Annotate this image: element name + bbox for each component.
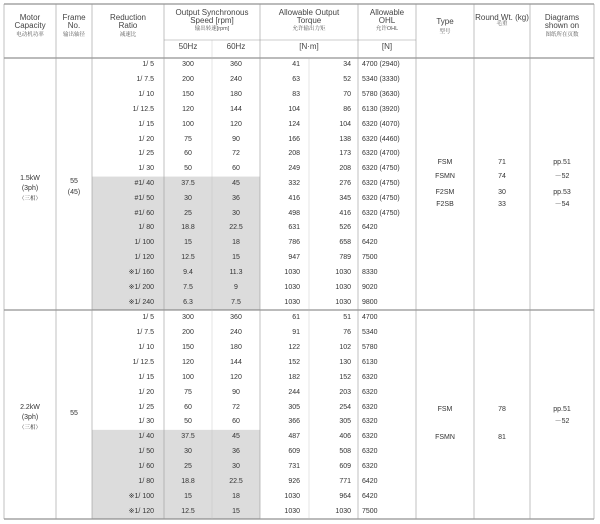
speed-60hz-cell: 90 [232, 388, 240, 396]
ohl-cell: 4700 (2940) [362, 61, 400, 69]
torque-60hz-cell: 70 [343, 91, 351, 99]
speed-60hz-cell: 15 [232, 254, 240, 262]
torque-60hz-cell: 1030 [335, 268, 351, 276]
speed-50hz-cell: 50 [184, 165, 192, 173]
ratio-cell: 1/ 15 [138, 120, 154, 128]
torque-60hz-cell: 34 [343, 61, 351, 69]
speed-60hz-cell: 18 [232, 492, 240, 500]
torque-60hz-cell: 609 [339, 463, 351, 470]
header-50hz: 50Hz [178, 42, 198, 51]
torque-60hz-cell: 276 [339, 180, 351, 187]
speed-60hz-cell: 36 [232, 448, 240, 456]
torque-50hz-cell: 609 [288, 448, 300, 456]
speed-60hz-cell: 18 [232, 239, 240, 247]
ratio-cell: 1/ 12.5 [132, 105, 154, 113]
header-type: Type 型号 [436, 17, 454, 36]
speed-50hz-cell: 60 [184, 403, 192, 411]
frame-no-2: 55 [70, 410, 78, 417]
header-round-wt: Round Wt. (kg) 毛重 [475, 13, 529, 28]
speed-50hz-cell: 25 [184, 463, 192, 470]
speed-50hz-cell: 25 [184, 209, 192, 217]
ohl-cell: 6130 (3920) [362, 105, 400, 113]
speed-60hz-cell: 90 [232, 135, 240, 143]
torque-50hz-cell: 1030 [284, 492, 300, 500]
ohl-cell: 6320 (4750) [362, 209, 400, 217]
speed-50hz-cell: 75 [184, 388, 192, 396]
speed-50hz-cell: 7.5 [183, 283, 193, 291]
ratio-cell: #1/ 60 [134, 209, 154, 217]
torque-50hz-cell: 208 [288, 150, 300, 158]
ratio-cell: ※1/ 100 [128, 492, 154, 500]
ratio-cell: 1/ 100 [134, 239, 154, 247]
speed-50hz-cell: 37.5 [181, 180, 195, 187]
speed-60hz-cell: 45 [232, 433, 240, 441]
speed-60hz-cell: 60 [232, 418, 240, 426]
torque-50hz-cell: 416 [288, 194, 300, 202]
torque-60hz-cell: 152 [339, 373, 351, 381]
header-output-speed: Output Synchronous Speed [rpm] 输出转速[rpm] [175, 8, 249, 32]
torque-60hz-cell: 104 [339, 120, 351, 128]
ratio-cell: #1/ 40 [134, 180, 154, 187]
ratio-cell: 1/ 10 [138, 344, 154, 352]
torque-60hz-cell: 1030 [335, 283, 351, 291]
torque-50hz-cell: 63 [292, 76, 300, 84]
speed-50hz-cell: 18.8 [181, 224, 195, 232]
speed-50hz-cell: 30 [184, 448, 192, 456]
motor-capacity-2: 2.2kW (3ph) （三相） [18, 404, 41, 431]
ratio-cell: 1/ 80 [138, 224, 154, 232]
torque-60hz-cell: 76 [343, 329, 351, 337]
speed-50hz-cell: 30 [184, 194, 192, 202]
header-60hz: 60Hz [226, 42, 246, 51]
torque-60hz-cell: 1030 [335, 298, 351, 306]
torque-60hz-cell: 208 [339, 165, 351, 173]
ratio-cell: 1/ 10 [138, 91, 154, 99]
ohl-cell: 8330 [362, 268, 378, 276]
torque-50hz-cell: 332 [288, 180, 300, 187]
ohl-cell: 6320 [362, 388, 378, 396]
header-allowable-ohl: Allowable OHL 允许OHL [369, 8, 405, 32]
ratio-cell: 1/ 15 [138, 373, 154, 381]
speed-60hz-cell: 180 [230, 91, 242, 99]
ohl-cell: 6320 (4460) [362, 135, 400, 143]
torque-50hz-cell: 182 [288, 373, 300, 381]
torque-60hz-cell: 771 [339, 477, 351, 485]
torque-60hz-cell: 173 [339, 150, 351, 158]
torque-60hz-cell: 1030 [335, 507, 351, 515]
header-allowable-torque: Allowable Output Torque 允许输出力矩 [278, 8, 340, 32]
torque-60hz-cell: 964 [339, 492, 351, 500]
speed-50hz-cell: 15 [184, 239, 192, 247]
speed-60hz-cell: 360 [230, 314, 242, 322]
ohl-cell: 6420 [362, 224, 378, 232]
weight-2: 78 81 [498, 406, 506, 441]
speed-60hz-cell: 11.3 [229, 268, 243, 276]
speed-50hz-cell: 12.5 [181, 254, 195, 262]
speed-60hz-cell: 30 [232, 463, 240, 470]
torque-50hz-cell: 1030 [284, 298, 300, 306]
weight-1: 71 74 30 33 [498, 159, 506, 208]
ohl-cell: 6420 [362, 492, 378, 500]
speed-50hz-cell: 150 [182, 344, 194, 352]
speed-60hz-cell: 144 [230, 359, 242, 366]
ratio-cell: 1/ 120 [134, 254, 154, 262]
ratio-cell: 1/ 25 [138, 403, 154, 411]
speed-60hz-cell: 60 [232, 165, 240, 173]
speed-50hz-cell: 18.8 [181, 477, 195, 485]
ohl-cell: 4700 [362, 314, 378, 322]
torque-50hz-cell: 166 [288, 135, 300, 143]
speed-50hz-cell: 12.5 [181, 507, 195, 515]
torque-50hz-cell: 104 [288, 105, 300, 113]
speed-50hz-cell: 60 [184, 150, 192, 158]
speed-60hz-cell: 120 [230, 120, 242, 128]
header-ohl-unit: [N] [381, 42, 393, 51]
speed-50hz-cell: 300 [182, 61, 194, 69]
torque-50hz-cell: 305 [288, 403, 300, 411]
torque-60hz-cell: 406 [339, 433, 351, 441]
ohl-cell: 6320 (4700) [362, 150, 400, 158]
ratio-cell: 1/ 20 [138, 388, 154, 396]
torque-60hz-cell: 526 [339, 224, 351, 232]
torque-50hz-cell: 41 [292, 61, 300, 69]
speed-50hz-cell: 100 [182, 120, 194, 128]
ohl-cell: 6320 [362, 448, 378, 456]
speed-60hz-cell: 30 [232, 209, 240, 217]
torque-60hz-cell: 305 [339, 418, 351, 426]
ratio-cell: ※1/ 200 [128, 283, 154, 291]
torque-60hz-cell: 51 [343, 314, 351, 322]
ratio-cell: 1/ 7.5 [136, 329, 154, 337]
torque-60hz-cell: 86 [343, 105, 351, 113]
torque-50hz-cell: 1030 [284, 268, 300, 276]
torque-60hz-cell: 254 [339, 403, 351, 411]
torque-50hz-cell: 1030 [284, 507, 300, 515]
torque-50hz-cell: 947 [288, 254, 300, 262]
ohl-cell: 6320 [362, 403, 378, 411]
torque-60hz-cell: 138 [339, 135, 351, 143]
header-torque-unit: [N·m] [299, 42, 319, 51]
ratio-cell: ※1/ 160 [128, 268, 154, 276]
ratio-cell: 1/ 80 [138, 477, 154, 485]
ratio-cell: 1/ 30 [138, 165, 154, 173]
ratio-cell: 1/ 7.5 [136, 76, 154, 84]
ohl-cell: 6420 [362, 477, 378, 485]
ohl-cell: 9020 [362, 283, 378, 291]
torque-50hz-cell: 244 [288, 388, 300, 396]
speed-50hz-cell: 50 [184, 418, 192, 426]
speed-50hz-cell: 120 [182, 359, 194, 366]
speed-60hz-cell: 9 [234, 283, 238, 291]
ohl-cell: 6320 (4070) [362, 120, 400, 128]
ohl-cell: 5340 (3330) [362, 76, 400, 84]
diagrams-2: pp.51 －52 [553, 406, 571, 425]
speed-50hz-cell: 200 [182, 329, 194, 337]
speed-50hz-cell: 100 [182, 373, 194, 381]
torque-60hz-cell: 416 [339, 209, 351, 217]
speed-60hz-cell: 72 [232, 403, 240, 411]
speed-50hz-cell: 120 [182, 105, 194, 113]
speed-50hz-cell: 300 [182, 314, 194, 322]
header-reduction-ratio: Reduction Ratio 减速比 [109, 13, 147, 38]
ohl-cell: 7500 [362, 507, 378, 515]
torque-60hz-cell: 345 [339, 194, 351, 202]
speed-60hz-cell: 360 [230, 61, 242, 69]
speed-60hz-cell: 144 [230, 105, 242, 113]
frame-no-1: 55 (45) [67, 178, 81, 196]
torque-50hz-cell: 1030 [284, 283, 300, 291]
torque-50hz-cell: 124 [288, 120, 300, 128]
ohl-cell: 5340 [362, 329, 378, 337]
diagrams-1: pp.51 －52 pp.53 －54 [553, 159, 571, 208]
ohl-cell: 6130 [362, 359, 378, 366]
ohl-cell: 6320 [362, 463, 378, 470]
ratio-cell: ※1/ 240 [128, 298, 154, 306]
torque-60hz-cell: 789 [339, 254, 351, 262]
header-motor-capacity: Motor Capacity 电动机功率 [14, 13, 46, 38]
ohl-cell: 6320 (4750) [362, 165, 400, 173]
speed-60hz-cell: 45 [232, 180, 240, 187]
ohl-cell: 5780 (3630) [362, 91, 400, 99]
torque-50hz-cell: 122 [288, 344, 300, 352]
torque-50hz-cell: 631 [288, 224, 300, 232]
torque-60hz-cell: 102 [339, 344, 351, 352]
ohl-cell: 6320 (4750) [362, 180, 400, 187]
ohl-cell: 5780 [362, 344, 378, 352]
speed-60hz-cell: 120 [230, 373, 242, 381]
torque-60hz-cell: 203 [339, 388, 351, 396]
ohl-cell: 9800 [362, 298, 378, 306]
speed-60hz-cell: 22.5 [229, 224, 243, 232]
torque-50hz-cell: 786 [288, 239, 300, 247]
ratio-cell: 1/ 25 [138, 150, 154, 158]
ratio-cell: 1/ 40 [138, 433, 154, 441]
torque-60hz-cell: 52 [343, 76, 351, 84]
torque-50hz-cell: 487 [288, 433, 300, 441]
ohl-cell: 7500 [362, 254, 378, 262]
type-2: FSM FSMN [435, 406, 455, 441]
ratio-cell: 1/ 12.5 [132, 359, 154, 366]
torque-50hz-cell: 91 [292, 329, 300, 337]
ratio-cell: 1/ 60 [138, 463, 154, 470]
speed-50hz-cell: 75 [184, 135, 192, 143]
torque-50hz-cell: 61 [292, 314, 300, 322]
ohl-cell: 6420 [362, 239, 378, 247]
torque-50hz-cell: 83 [292, 91, 300, 99]
speed-60hz-cell: 240 [230, 329, 242, 337]
speed-50hz-cell: 9.4 [183, 268, 193, 276]
speed-60hz-cell: 240 [230, 76, 242, 84]
torque-50hz-cell: 249 [288, 165, 300, 173]
ratio-cell: 1/ 20 [138, 135, 154, 143]
ratio-cell: 1/ 5 [142, 314, 154, 322]
speed-60hz-cell: 7.5 [231, 298, 241, 306]
motor-capacity-1: 1.5kW (3ph) （三相） [18, 175, 41, 202]
ratio-cell: ※1/ 120 [128, 507, 154, 515]
torque-50hz-cell: 926 [288, 477, 300, 485]
torque-50hz-cell: 498 [288, 209, 300, 217]
torque-60hz-cell: 130 [339, 359, 351, 366]
ratio-cell: 1/ 50 [138, 448, 154, 456]
speed-60hz-cell: 36 [232, 194, 240, 202]
speed-60hz-cell: 22.5 [229, 477, 243, 485]
torque-60hz-cell: 508 [339, 448, 351, 456]
speed-50hz-cell: 150 [182, 91, 194, 99]
header-frame-no: Frame No. 输出轴径 [62, 13, 86, 38]
ohl-cell: 6320 [362, 433, 378, 441]
ratio-cell: #1/ 50 [134, 194, 154, 202]
type-1: FSM FSMN F2SM F2SB [435, 159, 455, 208]
speed-60hz-cell: 180 [230, 344, 242, 352]
speed-50hz-cell: 15 [184, 492, 192, 500]
torque-50hz-cell: 152 [288, 359, 300, 366]
speed-50hz-cell: 37.5 [181, 433, 195, 441]
speed-60hz-cell: 72 [232, 150, 240, 158]
speed-50hz-cell: 6.3 [183, 298, 193, 306]
ratio-cell: 1/ 30 [138, 418, 154, 426]
ratio-cell: 1/ 5 [142, 61, 154, 69]
speed-50hz-cell: 200 [182, 76, 194, 84]
ohl-cell: 6320 [362, 418, 378, 426]
torque-60hz-cell: 658 [339, 239, 351, 247]
ohl-cell: 6320 [362, 373, 378, 381]
torque-50hz-cell: 366 [288, 418, 300, 426]
ohl-cell: 6320 (4750) [362, 194, 400, 202]
header-diagrams: Diagrams shown on 图纸所在页数 [544, 13, 580, 38]
torque-50hz-cell: 731 [288, 463, 300, 470]
speed-60hz-cell: 15 [232, 507, 240, 515]
